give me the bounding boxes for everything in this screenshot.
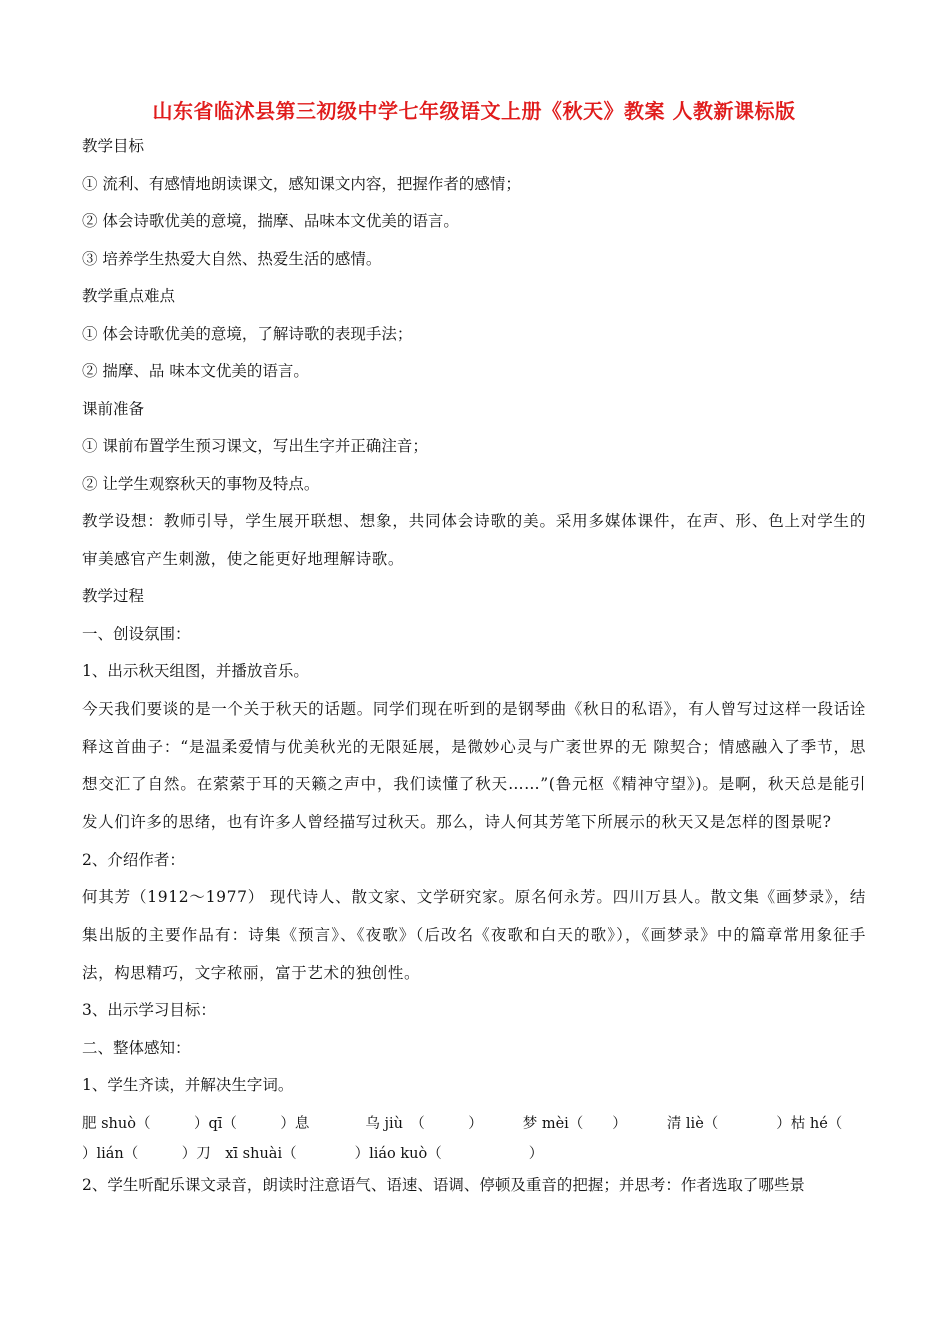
- section-overall-perception: 二、整体感知：: [82, 1038, 191, 1057]
- preparation-item-1: ① 课前布置学生预习课文，写出生字并正确注音；: [82, 437, 428, 455]
- step-listen-recording: 2、学生听配乐课文录音，朗读时注意语气、语速、语调、停顿及重音的把握；并思考：作者选取了哪些景: [82, 1175, 805, 1194]
- key-point-1: ① 体会诗歌优美的意境，了解诗歌的表现手法；: [82, 324, 413, 343]
- heading-teaching-goals: 教学目标: [82, 137, 145, 155]
- pinyin-item: 清 liè（ ）枯 hé（: [666, 1115, 843, 1132]
- key-point-2: ② 揣摩、品 味本文优美的语言。: [82, 362, 309, 380]
- pinyin-exercise-row-1: [82, 1113, 866, 1135]
- heading-key-points: 教学重点难点: [82, 287, 176, 305]
- pinyin-item: 乌 jiù （ ）: [365, 1115, 483, 1132]
- pinyin-item: ）lián（ ）刀 xī shuài（ ）liáo kuò（ ）: [82, 1145, 544, 1162]
- pinyin-item: 梦 mèi（ ）: [522, 1115, 627, 1132]
- section-create-atmosphere: 一、创设氛围：: [82, 624, 191, 643]
- goal-item-1: ① 流利、有感情地朗读课文，感知课文内容，把握作者的感情；: [82, 174, 521, 193]
- pinyin-exercise-row-2: [82, 1143, 866, 1165]
- goal-item-3: ③ 培养学生热爱大自然、热爱生活的感情。: [82, 249, 382, 268]
- goal-item-2: ② 体会诗歌优美的意境，揣摩、品味本文优美的语言。: [82, 212, 459, 230]
- step-learning-goals: 3、出示学习目标：: [82, 1001, 216, 1020]
- author-paragraph: 何其芳（1912～1977） 现代诗人、散文家、文学研究家。原名何永芳。四川万县人。散文集《画梦录》，结集出版的主要作品有：诗集《预言》、《夜歌》（后改名《夜歌和白天的歌》），《画梦录》中的篇章常用象征手法，构思精巧，文字秾丽，富于艺术的独创性。: [82, 888, 866, 982]
- pinyin-item: 肥 shuò（ ）qī（ ）息: [82, 1115, 310, 1132]
- heading-teaching-process: 教学过程: [82, 587, 145, 606]
- heading-preparation: 课前准备: [82, 399, 145, 418]
- step-show-pictures: 1、出示秋天组图，并播放音乐。: [82, 662, 309, 681]
- step-read-together: 1、学生齐读，并解决生字词。: [82, 1076, 294, 1095]
- intro-paragraph: 今天我们要谈的是一个关于秋天的话题。同学们现在听到的是钢琴曲《秋日的私语》，有人曾写过这样一段话诠释这首曲子：“是温柔爱情与优美秋光的无限延展，是微妙心灵与广袤世界的无 隙契合；情感融入了季节，思想交汇了自然。在萦萦于耳的天籁之声中，我们读懂了秋天……”(鲁元枢《精神守望》)。是啊，秋天总是能引发人们许多的思绪，也有许多人曾经描写过秋天。那么，诗人何其芳笔下所展示的秋天又是怎样的图景呢?: [82, 699, 866, 832]
- step-introduce-author: 2、介绍作者：: [82, 850, 185, 869]
- preparation-item-2: ② 让学生观察秋天的事物及特点。: [82, 474, 320, 493]
- document-title: 山东省临沭县第三初级中学七年级语文上册《秋天》教案 人教新课标版: [152, 99, 796, 123]
- teaching-design-paragraph: 教学设想：教师引导，学生展开联想、想象，共同体会诗歌的美。采用多媒体课件，在声、形、色上对学生的审美感官产生刺激，使之能更好地理解诗歌。: [82, 512, 866, 568]
